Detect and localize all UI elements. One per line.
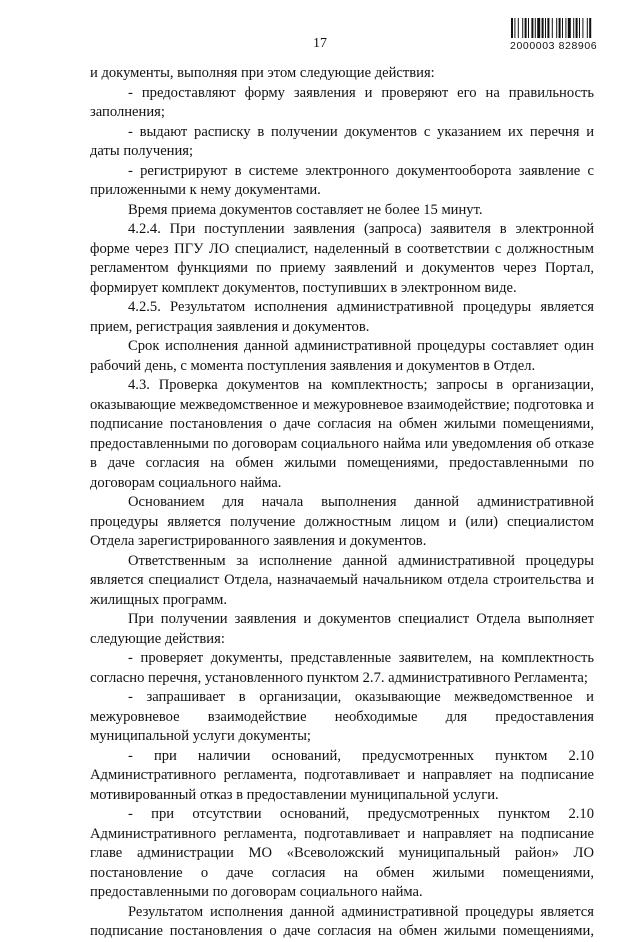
document-body	[90, 64, 594, 942]
paragraph: - при наличии оснований, предусмотренных пунктом 2.10 Административного регламента, подготавливает и направляет на подписание мотивированный отказ в предоставлении муниципальной услуги.	[90, 747, 594, 803]
paragraph: - при отсутствии оснований, предусмотренных пунктом 2.10 Административного регламента, подготавливает и направляет на подписание главе администрации МО «Всеволожский муниципальный район» ЛО постановление о даче согласия на обмен жилыми помещениями, предоставленными по договорам социального найма.	[90, 806, 594, 900]
paragraph: При получении заявления и документов специалист Отдела выполняет следующие действия:	[90, 611, 594, 647]
paragraph: - выдают расписку в получении документов с указанием их перечня и даты получения;	[90, 123, 594, 159]
paragraph: Результатом исполнения данной административной процедуры является подписание постановления о даче согласия на обмен жилыми помещениями,	[90, 903, 594, 939]
paragraph: 4.2.4. При поступлении заявления (запроса) заявителя в электронной форме через ПГУ ЛО специалист, наделенный в соответствии с должностным регламентом функциями по приему заявлений и документов через Портал, формирует комплект документов, поступивших в электронном виде.	[90, 221, 594, 296]
page-number: 17	[313, 36, 327, 51]
paragraph: Время приема документов составляет не более 15 минут.	[128, 201, 483, 218]
barcode-number: 2000003 828906	[510, 40, 598, 52]
paragraph: - предоставляют форму заявления и проверяют его на правильность заполнения;	[90, 84, 594, 120]
barcode-bars	[510, 18, 622, 38]
paragraph: Ответственным за исполнение данной административной процедуры является специалист Отдела, назначаемый начальником отдела строительства и жилищных программ.	[90, 552, 594, 608]
barcode	[510, 18, 622, 57]
paragraph: - регистрируют в системе электронного документооборота заявление с приложенными к нему документами.	[90, 162, 594, 198]
paragraph: Основанием для начала выполнения данной административной процедуры является получение должностным лицом и (или) специалистом Отдела зарегистрированного заявления и документов.	[90, 494, 594, 549]
paragraph: Срок исполнения данной административной процедуры составляет один рабочий день, с момента поступления заявления и документов в Отдел.	[90, 338, 594, 374]
paragraph: и документы, выполняя при этом следующие действия:	[90, 65, 435, 81]
paragraph: - запрашивает в организации, оказывающие межведомственное и межуровневое взаимодействие необходимые для предоставления муниципальной услуги документы;	[90, 689, 594, 744]
paragraph: 4.2.5. Результатом исполнения административной процедуры является прием, регистрация заявления и документов.	[90, 299, 594, 335]
paragraph: 4.3. Проверка документов на комплектность; запросы в организации, оказывающие межведомственное и межуровневое взаимодействие; подготовка и подписание постановления о даче согласия на обмен жилыми помещениями, предоставленными по договорам социального найма или уведомления об отказе в даче согласия на обмен жилыми помещениями, предоставленными по договорам социального найма.	[90, 377, 594, 491]
paragraph: - проверяет документы, представленные заявителем, на комплектность согласно перечня, установленного пунктом 2.7. административного Регламента;	[90, 650, 594, 686]
